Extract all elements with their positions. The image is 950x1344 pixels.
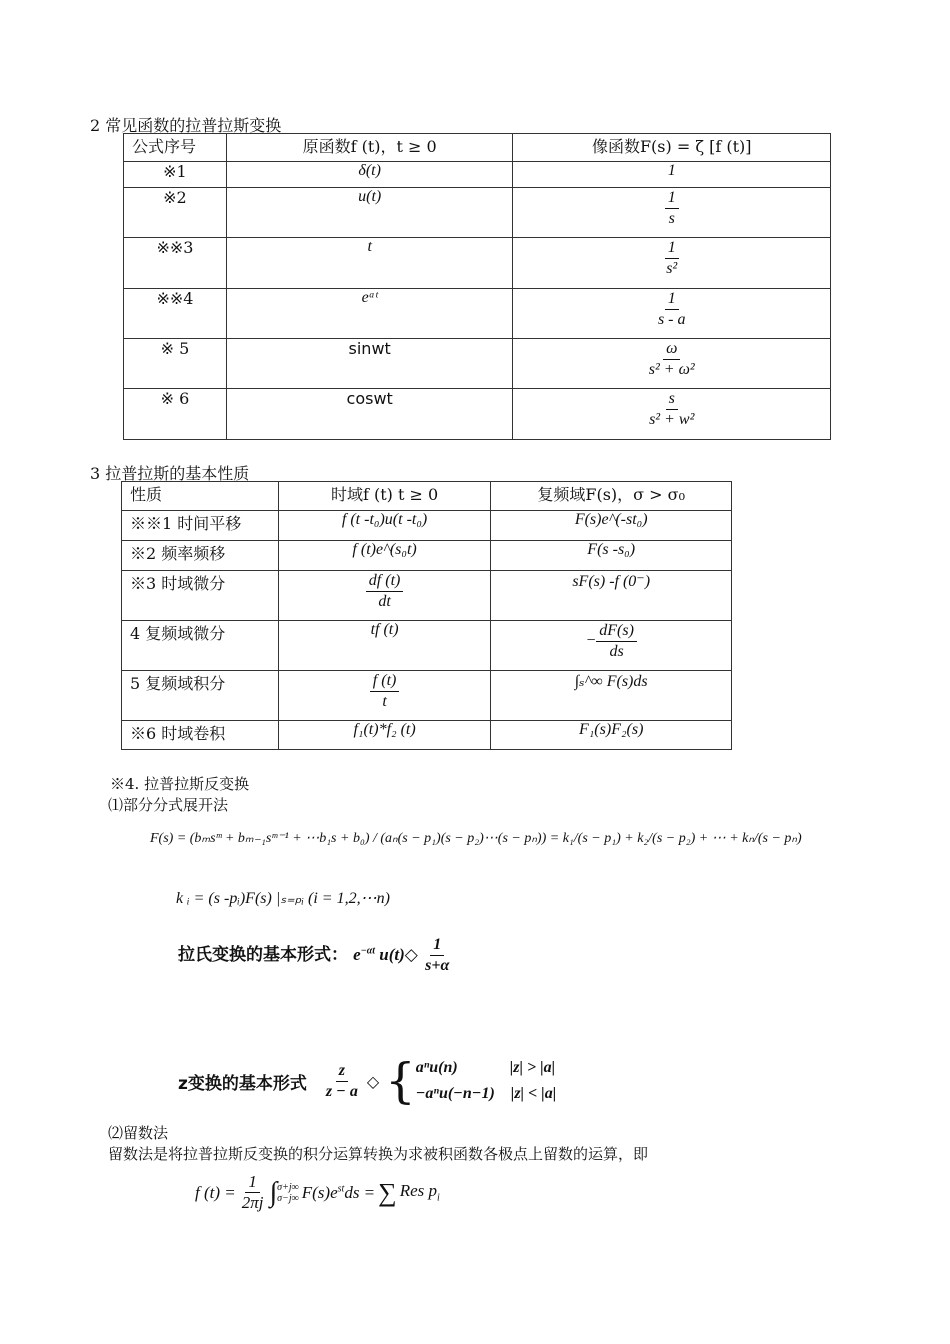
table-header-row <box>122 482 732 511</box>
header-time: 时域f (t) t ≥ 0 <box>278 482 491 511</box>
section4-title: ※4. 拉普拉斯反变换 <box>110 775 250 793</box>
row-name: 5 复频域积分 <box>122 671 279 721</box>
table-row <box>124 339 831 389</box>
z-basic-form: z变换的基本形式 $\frac{z}{z - a}$ ◇ { aⁿu(n) |z| > |a| −aⁿu(−n−1) |z| < |a| <box>178 1053 557 1109</box>
table-row <box>122 571 732 621</box>
row-img: $\frac{\omega}{\text{s² + ω²}}$ <box>513 339 831 389</box>
table-row <box>122 541 732 571</box>
ki-formula: k ᵢ = (s -pᵢ)F(s) |ₛ₌ₚᵢ (i = 1,2,⋯n) <box>176 890 390 907</box>
header-orig: 原函数f (t)，t ≥ 0 <box>226 134 513 162</box>
section2-title: 2 常见函数的拉普拉斯变换 <box>90 116 282 135</box>
table-header-row <box>124 134 831 162</box>
z-basic-label: z变换的基本形式 <box>178 1073 307 1094</box>
residue-heading: ⑵留数法 <box>108 1124 169 1142</box>
row-orig: u(t) <box>226 188 513 238</box>
partial-fraction-heading: ⑴部分分式展开法 <box>108 796 229 814</box>
properties-table <box>121 481 732 750</box>
row-time: $\frac{df (t)}{dt}$ <box>278 571 491 621</box>
row-time: tf (t) <box>278 621 491 671</box>
row-time: f (t)e^(s₀t) <box>278 541 491 571</box>
row-name: ※3 时域微分 <box>122 571 279 621</box>
row-img: 1 <box>513 162 831 188</box>
table-row <box>124 162 831 188</box>
row-orig: sinwt <box>226 339 513 389</box>
residue-text: 留数法是将拉普拉斯反变换的积分运算转换为求被积函数各极点上留数的运算，即 <box>108 1145 649 1163</box>
row-freq: sF(s) -f (0⁻) <box>491 571 732 621</box>
row-time: $\frac{f (t)}{t}$ <box>278 671 491 721</box>
row-name: 4 复频域微分 <box>122 621 279 671</box>
row-freq: F(s -s₀) <box>491 541 732 571</box>
table-row <box>124 188 831 238</box>
row-freq: F₁(s)F₂(s) <box>491 721 732 750</box>
row-img: $\frac{1}{s}$ <box>513 188 831 238</box>
row-no: ※2 <box>124 188 227 238</box>
laplace-basic-label: 拉氏变换的基本形式： <box>178 945 348 965</box>
row-no: ※※4 <box>124 289 227 339</box>
row-img: $\frac{1}{s - a}$ <box>513 289 831 339</box>
table-row <box>122 721 732 750</box>
table-row <box>124 289 831 339</box>
laplace-basic-form: 拉氏变换的基本形式： $e^{-\alpha t}$ u(t)◇ $\frac{1}{s+\alpha}$ <box>178 936 450 974</box>
laplace-table <box>123 133 831 440</box>
residue-formula: f (t) = $\frac{1}{2\pi j}$ ∫ σ+j∞ σ−j∞ $F(s)e^{st}ds$ = ∑ Res $p_i$ <box>195 1172 440 1212</box>
table-row <box>122 671 732 721</box>
section3-title: 3 拉普拉斯的基本性质 <box>90 464 250 483</box>
row-no: ※※3 <box>124 238 227 289</box>
row-orig: δ(t) <box>226 162 513 188</box>
row-img: $\frac{s}{\text{s² + w²}}$ <box>513 389 831 440</box>
header-no: 公式序号 <box>124 134 227 162</box>
row-freq: − $\frac{dF(s)}{ds}$ <box>491 621 732 671</box>
row-no: ※1 <box>124 162 227 188</box>
row-name: ※2 频率频移 <box>122 541 279 571</box>
header-img: 像函数F(s) = ζ [f (t)] <box>513 134 831 162</box>
row-name: ※※1 时间平移 <box>122 511 279 541</box>
row-no: ※ 5 <box>124 339 227 389</box>
row-orig: eᵃᵗ <box>226 289 513 339</box>
row-time: f (t -t₀)u(t -t₀) <box>278 511 491 541</box>
table-row <box>124 238 831 289</box>
row-orig: t <box>226 238 513 289</box>
header-freq: 复频域F(s)，σ > σ₀ <box>491 482 732 511</box>
row-freq: ∫ₛ^∞ F(s)ds <box>491 671 732 721</box>
partial-fraction-formula: F(s) = (bₘsᵐ + bₘ₋₁sᵐ⁻¹ + ⋯b₁s + b₀) / (aₙ(s − p₁)(s − p₂)⋯(s − pₙ)) = k₁/(s − p₁) + k₂/(s − p₂) + ⋯ + kₙ/(s − pₙ) <box>150 831 802 846</box>
table-row <box>122 621 732 671</box>
row-freq: F(s)e^(-st₀) <box>491 511 732 541</box>
row-img: $\frac{1}{\text{s²}}$ <box>513 238 831 289</box>
table-row <box>122 511 732 541</box>
row-name: ※6 时域卷积 <box>122 721 279 750</box>
row-orig: coswt <box>226 389 513 440</box>
header-property: 性质 <box>122 482 279 511</box>
table-row <box>124 389 831 440</box>
row-no: ※ 6 <box>124 389 227 440</box>
row-time: f₁(t)*f₂ (t) <box>278 721 491 750</box>
